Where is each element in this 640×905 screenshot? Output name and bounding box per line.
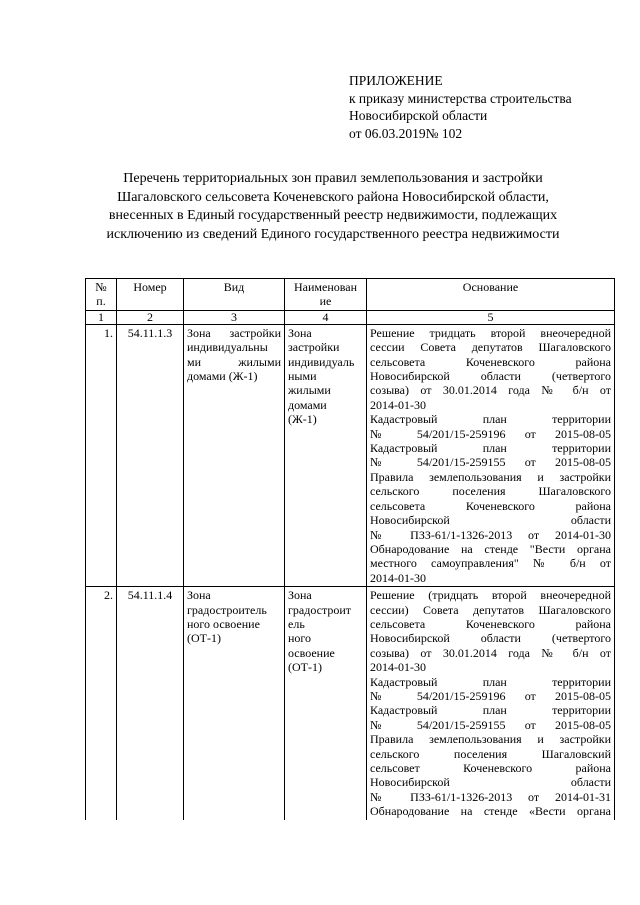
column-number: 5 xyxy=(367,310,615,324)
name-line: ными xyxy=(288,369,317,384)
kind-line: ми жилыми xyxy=(187,354,281,369)
basis-line: № 54/201/15-259196 от 2015-08-05 xyxy=(370,426,611,441)
basis-line: Кадастровый план территории xyxy=(370,441,611,456)
kind-line: индивидуальны xyxy=(187,340,268,355)
title-line: Шагаловского сельсовета Коченевского района Новосибирской области, xyxy=(117,189,549,205)
header-kind: Вид xyxy=(184,279,285,311)
kind-line: градостроитель xyxy=(187,602,267,617)
name-line: ного xyxy=(288,631,312,646)
basis-line: сессии) Совета депутатов Шагаловского xyxy=(370,602,611,617)
header-num xyxy=(86,279,117,311)
name-line: жилыми xyxy=(288,383,331,398)
basis-line: Решение тридцать второй внеочередной xyxy=(370,325,611,340)
basis-line: созыва) от 30.01.2014 года № б/н от xyxy=(370,645,611,660)
document-title xyxy=(80,170,586,244)
basis-line: 2014-01-30 xyxy=(370,660,426,675)
title-line: исключению из сведений Единого государственного реестра недвижимости xyxy=(106,226,560,242)
table-body xyxy=(86,324,615,819)
row-name xyxy=(285,587,367,820)
row-kind xyxy=(184,324,285,586)
basis-line: Новосибирской области (четвертого xyxy=(370,369,611,384)
name-line: индивидуаль xyxy=(288,354,355,369)
approval-line: к приказу министерства строительства xyxy=(349,90,572,106)
basis-line: Обнародование на стенде "Вести органа xyxy=(370,541,611,556)
basis-line: сельского поселения Шагаловский xyxy=(370,746,611,761)
name-line: Зона xyxy=(288,588,312,603)
header-num-line: п. xyxy=(96,294,106,309)
kind-line: (ОТ-1) xyxy=(187,631,221,646)
approval-line: от 06.03.2019№ 102 xyxy=(349,125,463,141)
kind-line: Зона xyxy=(187,588,211,603)
table-row xyxy=(86,324,615,586)
row-code: 54.11.1.4 xyxy=(117,587,184,820)
basis-line: Новосибирской области (четвертого xyxy=(370,631,611,646)
approval-line: Новосибирской области xyxy=(349,108,488,123)
row-code: 54.11.1.3 xyxy=(117,324,184,586)
title-line: внесенных в Единый государственный реестр недвижимости, подлежащих xyxy=(108,208,558,223)
basis-line: Кадастровый план территории xyxy=(370,703,611,718)
zones-table xyxy=(85,278,615,820)
kind-line: Зона застройки xyxy=(187,325,281,340)
row-kind xyxy=(184,587,285,820)
basis-line: Новосибирской области xyxy=(370,775,611,790)
row-number: 1. xyxy=(86,324,117,586)
basis-line: Обнародование на стенде «Вести органа xyxy=(370,804,611,819)
basis-line: № 54/201/15-259155 от 2015-08-05 xyxy=(370,455,611,470)
header-basis: Основание xyxy=(367,279,615,311)
basis-line: № ПЗЗ-61/1-1326-2013 от 2014-01-31 xyxy=(370,789,611,804)
row-name xyxy=(285,324,367,586)
column-number-row xyxy=(86,310,615,324)
approval-block xyxy=(349,72,572,142)
table-header-row xyxy=(86,279,615,311)
name-line: ель xyxy=(288,616,305,631)
name-line: застройки xyxy=(288,340,340,355)
basis-line: сельсовета Коченевского района xyxy=(370,354,611,369)
header-name xyxy=(285,279,367,311)
header-name-line: ие xyxy=(319,294,332,309)
basis-line: сельсовета Коченевского района xyxy=(370,616,611,631)
basis-line: № 54/201/15-259196 от 2015-08-05 xyxy=(370,688,611,703)
column-number: 1 xyxy=(86,310,117,324)
basis-line: Кадастровый план территории xyxy=(370,412,611,427)
basis-line: сельсовет Коченевского района xyxy=(370,761,611,775)
basis-line: № 54/201/15-259155 от 2015-08-05 xyxy=(370,717,611,732)
basis-line: 2014-01-30 xyxy=(370,570,426,585)
basis-line: сельсовета Коченевского района xyxy=(370,498,611,513)
basis-line: сессии Совета депутатов Шагаловского xyxy=(370,340,611,355)
column-number: 4 xyxy=(285,310,367,324)
row-basis xyxy=(367,324,615,586)
header-num-line: № xyxy=(95,280,107,294)
basis-line: Новосибирской области xyxy=(370,513,611,528)
basis-line: Правила землепользования и застройки xyxy=(370,469,611,484)
basis-line: местного самоуправления" № б/н от xyxy=(370,556,611,571)
name-line: (ОТ-1) xyxy=(288,660,322,675)
row-number: 2. xyxy=(86,587,117,820)
header-name-line: Наименован xyxy=(293,280,357,294)
row-basis xyxy=(367,587,615,820)
table-row xyxy=(86,587,615,820)
basis-line: Кадастровый план территории xyxy=(370,674,611,689)
column-number: 2 xyxy=(117,310,184,324)
kind-line: домами (Ж-1) xyxy=(187,369,258,384)
approval-line: ПРИЛОЖЕНИЕ xyxy=(349,73,443,88)
basis-line: Правила землепользования и застройки xyxy=(370,732,611,747)
header-code: Номер xyxy=(117,279,184,311)
basis-line: 2014-01-30 xyxy=(370,397,426,412)
column-number: 3 xyxy=(184,310,285,324)
basis-line: № ПЗЗ-61/1-1326-2013 от 2014-01-30 xyxy=(370,527,611,542)
name-line: градостроит xyxy=(288,602,352,617)
kind-line: ного освоение xyxy=(187,616,260,631)
name-line: Зона xyxy=(288,325,312,340)
name-line: (Ж-1) xyxy=(288,412,317,427)
basis-line: созыва) от 30.01.2014 года № б/н от xyxy=(370,383,611,398)
name-line: домами xyxy=(288,397,327,412)
name-line: освоение xyxy=(288,645,335,660)
title-line: Перечень территориальных зон правил землепользования и застройки xyxy=(123,171,543,186)
basis-line: сельского поселения Шагаловского xyxy=(370,484,611,499)
basis-line: Решение (тридцать второй внеочередной xyxy=(370,588,611,603)
